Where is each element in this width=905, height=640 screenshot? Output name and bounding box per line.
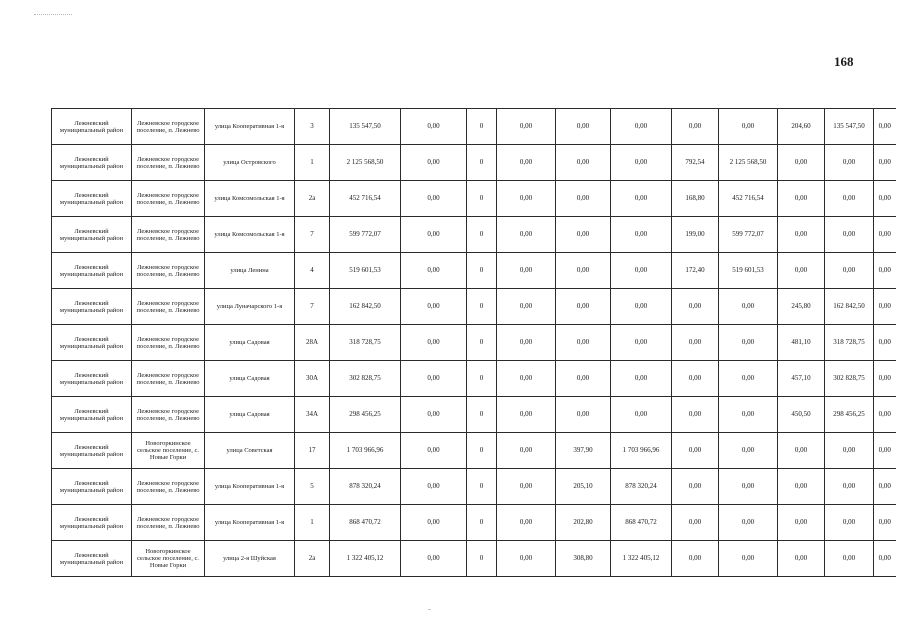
table-row: [52, 541, 896, 577]
count-cell: 0: [467, 433, 497, 469]
value-cell: 0,00: [401, 541, 467, 577]
value-cell: 0,00: [401, 397, 467, 433]
value-cell: 0,00: [825, 145, 874, 181]
value-cell: 0,00: [497, 433, 556, 469]
value-cell: 878 320,24: [611, 469, 672, 505]
value-cell: 302 828,75: [825, 361, 874, 397]
value-cell: 599 772,07: [719, 217, 778, 253]
value-cell: 0,00: [778, 217, 825, 253]
value-cell: 0,00: [497, 145, 556, 181]
count-cell: 0: [467, 469, 497, 505]
count-cell: 0: [467, 541, 497, 577]
total-cost-cell: 452 716,54: [330, 181, 401, 217]
value-cell: 0,00: [672, 361, 719, 397]
value-cell: 0,00: [672, 433, 719, 469]
district-cell: Лежневский муниципальный район: [52, 361, 132, 397]
table-row: [52, 217, 896, 253]
value-cell: 0,00: [611, 325, 672, 361]
settlement-cell: Лежневское городское поселение, п. Лежнево: [132, 325, 205, 361]
table-row: [52, 253, 896, 289]
value-cell: 1 322 405,12: [611, 541, 672, 577]
value-cell: 0,00: [825, 253, 874, 289]
house-number-cell: 3: [295, 109, 330, 145]
value-cell: 0,00: [556, 289, 611, 325]
count-cell: 0: [467, 289, 497, 325]
value-cell: 0,00: [719, 505, 778, 541]
value-cell: 1 703 966,96: [611, 433, 672, 469]
value-cell: 0,00: [401, 289, 467, 325]
value-cell: 792,54: [672, 145, 719, 181]
page-number: 168: [834, 54, 854, 69]
value-cell: 0,00: [719, 289, 778, 325]
value-cell: 0,00: [497, 505, 556, 541]
count-cell: 0: [467, 361, 497, 397]
value-cell: 0,00: [611, 253, 672, 289]
count-cell: 0: [467, 325, 497, 361]
settlement-cell: Лежневское городское поселение, п. Лежнево: [132, 181, 205, 217]
settlement-cell: Новогоркинское сельское поселение, с. Новые Горки: [132, 541, 205, 577]
value-cell: 0,00: [497, 109, 556, 145]
table-row: [52, 469, 896, 505]
value-cell: 298 456,25: [825, 397, 874, 433]
street-cell: улица Островского: [205, 145, 295, 181]
value-cell: 245,80: [778, 289, 825, 325]
street-cell: улица Комсомольская 1-я: [205, 181, 295, 217]
value-cell: 0,00: [401, 145, 467, 181]
district-cell: Лежневский муниципальный район: [52, 397, 132, 433]
table-row: [52, 397, 896, 433]
district-cell: Лежневский муниципальный район: [52, 505, 132, 541]
house-number-cell: 7: [295, 289, 330, 325]
total-cost-cell: 599 772,07: [330, 217, 401, 253]
value-cell: 457,10: [778, 361, 825, 397]
house-number-cell: 1: [295, 145, 330, 181]
value-cell: 0,00: [825, 433, 874, 469]
value-cell: 0,00: [874, 217, 896, 253]
value-cell: 0,00: [874, 289, 896, 325]
settlement-cell: Лежневское городское поселение, п. Лежнево: [132, 289, 205, 325]
value-cell: 0,00: [719, 325, 778, 361]
value-cell: 0,00: [874, 181, 896, 217]
table-row: [52, 181, 896, 217]
value-cell: 0,00: [778, 541, 825, 577]
house-number-cell: 1: [295, 505, 330, 541]
district-cell: Лежневский муниципальный район: [52, 145, 132, 181]
value-cell: 0,00: [497, 397, 556, 433]
value-cell: 0,00: [778, 145, 825, 181]
count-cell: 0: [467, 145, 497, 181]
value-cell: 168,80: [672, 181, 719, 217]
value-cell: 481,10: [778, 325, 825, 361]
value-cell: 0,00: [874, 397, 896, 433]
value-cell: 0,00: [497, 181, 556, 217]
value-cell: 308,80: [556, 541, 611, 577]
settlement-cell: Лежневское городское поселение, п. Лежнево: [132, 109, 205, 145]
value-cell: 2 125 568,50: [719, 145, 778, 181]
house-number-cell: 7: [295, 217, 330, 253]
district-cell: Лежневский муниципальный район: [52, 469, 132, 505]
value-cell: 0,00: [401, 253, 467, 289]
value-cell: 0,00: [719, 433, 778, 469]
value-cell: 0,00: [719, 109, 778, 145]
value-cell: 0,00: [497, 361, 556, 397]
district-cell: Лежневский муниципальный район: [52, 253, 132, 289]
value-cell: 0,00: [825, 181, 874, 217]
value-cell: 0,00: [874, 109, 896, 145]
table-row: [52, 325, 896, 361]
total-cost-cell: 298 456,25: [330, 397, 401, 433]
house-number-cell: 28А: [295, 325, 330, 361]
value-cell: 0,00: [401, 361, 467, 397]
street-cell: улица Комсомольская 1-я: [205, 217, 295, 253]
value-cell: 172,40: [672, 253, 719, 289]
settlement-cell: Лежневское городское поселение, п. Лежнево: [132, 217, 205, 253]
value-cell: 205,10: [556, 469, 611, 505]
value-cell: 0,00: [874, 541, 896, 577]
street-cell: улица Кооперативная 1-я: [205, 505, 295, 541]
count-cell: 0: [467, 109, 497, 145]
count-cell: 0: [467, 397, 497, 433]
value-cell: 0,00: [401, 325, 467, 361]
value-cell: 0,00: [874, 361, 896, 397]
district-cell: Лежневский муниципальный район: [52, 325, 132, 361]
value-cell: 0,00: [401, 217, 467, 253]
house-number-cell: 5: [295, 469, 330, 505]
value-cell: 0,00: [672, 541, 719, 577]
value-cell: 204,60: [778, 109, 825, 145]
count-cell: 0: [467, 253, 497, 289]
value-cell: 0,00: [778, 253, 825, 289]
table-row: [52, 109, 896, 145]
value-cell: 0,00: [556, 109, 611, 145]
register-body: [52, 109, 896, 577]
value-cell: 0,00: [556, 361, 611, 397]
value-cell: 0,00: [611, 109, 672, 145]
value-cell: 0,00: [874, 253, 896, 289]
value-cell: 0,00: [556, 217, 611, 253]
value-cell: 0,00: [556, 253, 611, 289]
value-cell: 0,00: [672, 469, 719, 505]
value-cell: 0,00: [401, 469, 467, 505]
settlement-cell: Лежневское городское поселение, п. Лежнево: [132, 505, 205, 541]
table-row: [52, 505, 896, 541]
total-cost-cell: 302 828,75: [330, 361, 401, 397]
value-cell: 0,00: [672, 505, 719, 541]
value-cell: 0,00: [497, 469, 556, 505]
value-cell: 0,00: [874, 505, 896, 541]
street-cell: улица Садовая: [205, 397, 295, 433]
value-cell: 0,00: [778, 469, 825, 505]
value-cell: 0,00: [719, 541, 778, 577]
district-cell: Лежневский муниципальный район: [52, 109, 132, 145]
value-cell: 0,00: [611, 217, 672, 253]
value-cell: 0,00: [825, 469, 874, 505]
district-cell: Лежневский муниципальный район: [52, 289, 132, 325]
district-cell: Лежневский муниципальный район: [52, 181, 132, 217]
value-cell: 0,00: [401, 433, 467, 469]
street-cell: улица Кооперативная 1-я: [205, 109, 295, 145]
value-cell: 0,00: [497, 253, 556, 289]
total-cost-cell: 1 703 966,96: [330, 433, 401, 469]
total-cost-cell: 2 125 568,50: [330, 145, 401, 181]
street-cell: улица 2-я Шуйская: [205, 541, 295, 577]
value-cell: 0,00: [719, 469, 778, 505]
value-cell: 0,00: [825, 541, 874, 577]
value-cell: 868 470,72: [611, 505, 672, 541]
settlement-cell: Лежневское городское поселение, п. Лежнево: [132, 361, 205, 397]
value-cell: 0,00: [497, 217, 556, 253]
district-cell: Лежневский муниципальный район: [52, 541, 132, 577]
value-cell: 0,00: [778, 181, 825, 217]
value-cell: 0,00: [719, 397, 778, 433]
value-cell: 0,00: [556, 181, 611, 217]
district-cell: Лежневский муниципальный район: [52, 433, 132, 469]
house-number-cell: 4: [295, 253, 330, 289]
scan-artifact-dot: [428, 609, 431, 610]
value-cell: 0,00: [611, 397, 672, 433]
value-cell: 199,00: [672, 217, 719, 253]
value-cell: 0,00: [556, 397, 611, 433]
settlement-cell: Лежневское городское поселение, п. Лежнево: [132, 145, 205, 181]
value-cell: 0,00: [825, 217, 874, 253]
count-cell: 0: [467, 505, 497, 541]
value-cell: 0,00: [497, 289, 556, 325]
street-cell: улица Ленина: [205, 253, 295, 289]
street-cell: улица Кооперативная 1-я: [205, 469, 295, 505]
value-cell: 0,00: [401, 505, 467, 541]
total-cost-cell: 318 728,75: [330, 325, 401, 361]
house-number-cell: 30А: [295, 361, 330, 397]
street-cell: улица Садовая: [205, 325, 295, 361]
value-cell: 0,00: [778, 505, 825, 541]
table-row: [52, 433, 896, 469]
table-row: [52, 361, 896, 397]
value-cell: 0,00: [672, 289, 719, 325]
street-cell: улица Луначарского 1-я: [205, 289, 295, 325]
value-cell: 318 728,75: [825, 325, 874, 361]
house-number-cell: 2а: [295, 181, 330, 217]
value-cell: 162 842,50: [825, 289, 874, 325]
value-cell: 0,00: [497, 325, 556, 361]
value-cell: 0,00: [611, 289, 672, 325]
value-cell: 0,00: [825, 505, 874, 541]
value-cell: 519 601,53: [719, 253, 778, 289]
district-cell: Лежневский муниципальный район: [52, 217, 132, 253]
total-cost-cell: 519 601,53: [330, 253, 401, 289]
count-cell: 0: [467, 181, 497, 217]
value-cell: 0,00: [611, 181, 672, 217]
total-cost-cell: 135 547,50: [330, 109, 401, 145]
house-number-cell: 34А: [295, 397, 330, 433]
table-row: [52, 145, 896, 181]
value-cell: 452 716,54: [719, 181, 778, 217]
housing-register-table: [51, 108, 896, 577]
total-cost-cell: 1 322 405,12: [330, 541, 401, 577]
value-cell: 0,00: [672, 109, 719, 145]
value-cell: 0,00: [611, 145, 672, 181]
count-cell: 0: [467, 217, 497, 253]
street-cell: улица Садовая: [205, 361, 295, 397]
value-cell: 0,00: [556, 145, 611, 181]
house-number-cell: 17: [295, 433, 330, 469]
value-cell: 0,00: [401, 181, 467, 217]
table-row: [52, 289, 896, 325]
value-cell: 0,00: [672, 325, 719, 361]
total-cost-cell: 878 320,24: [330, 469, 401, 505]
street-cell: улица Советская: [205, 433, 295, 469]
settlement-cell: Лежневское городское поселение, п. Лежнево: [132, 469, 205, 505]
value-cell: 0,00: [874, 433, 896, 469]
value-cell: 202,80: [556, 505, 611, 541]
value-cell: 0,00: [778, 433, 825, 469]
value-cell: 450,50: [778, 397, 825, 433]
scan-artifact-mark: [34, 14, 72, 16]
value-cell: 0,00: [874, 469, 896, 505]
settlement-cell: Лежневское городское поселение, п. Лежнево: [132, 397, 205, 433]
value-cell: 0,00: [874, 325, 896, 361]
value-cell: 0,00: [874, 145, 896, 181]
total-cost-cell: 868 470,72: [330, 505, 401, 541]
value-cell: 135 547,50: [825, 109, 874, 145]
total-cost-cell: 162 842,50: [330, 289, 401, 325]
value-cell: 0,00: [672, 397, 719, 433]
settlement-cell: Лежневское городское поселение, п. Лежнево: [132, 253, 205, 289]
value-cell: 0,00: [719, 361, 778, 397]
value-cell: 0,00: [611, 361, 672, 397]
value-cell: 0,00: [401, 109, 467, 145]
value-cell: 397,90: [556, 433, 611, 469]
value-cell: 0,00: [497, 541, 556, 577]
house-number-cell: 2а: [295, 541, 330, 577]
settlement-cell: Новогоркинское сельское поселение, с. Новые Горки: [132, 433, 205, 469]
value-cell: 0,00: [556, 325, 611, 361]
